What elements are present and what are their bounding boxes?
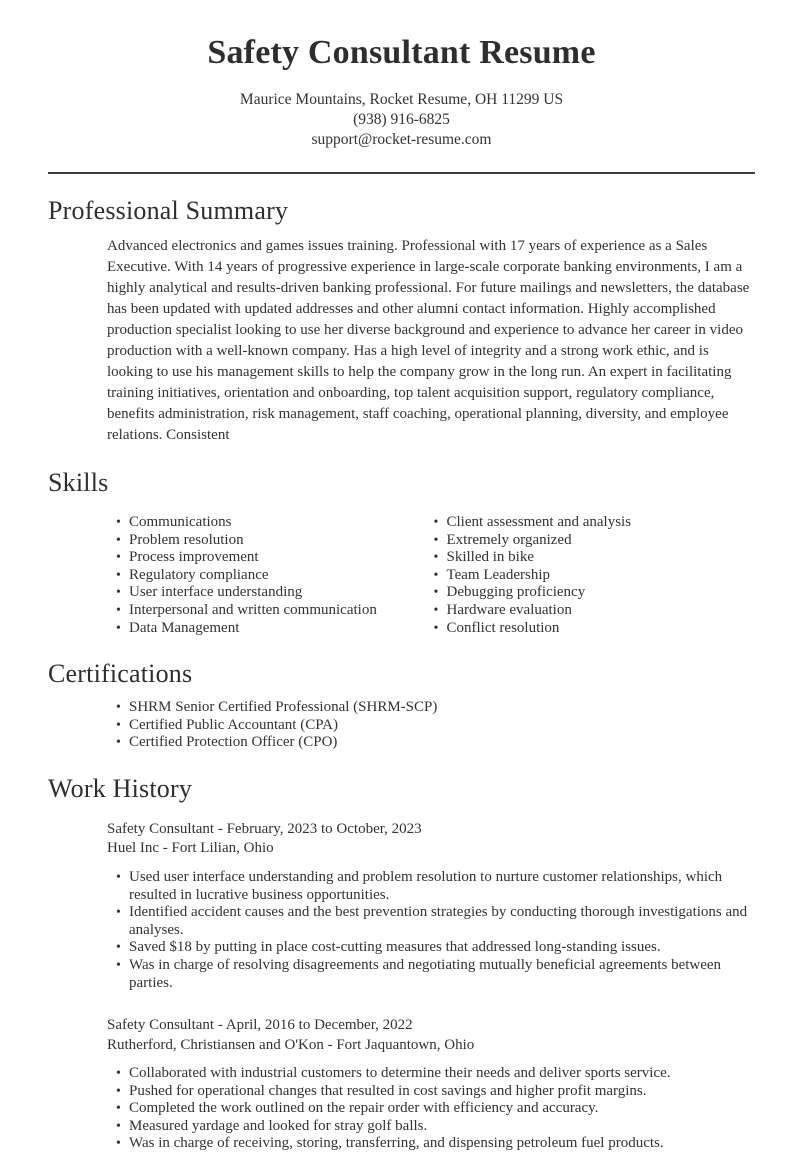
skills-column-right [402,508,756,637]
job-title-dates: Safety Consultant - February, 2023 to October, 2023 [107,820,422,837]
job-bullet: • Was in charge of receiving, storing, transferring, and dispensing petroleum fuel products. [116,1135,755,1153]
job-company-location: Rutherford, Christiansen and O'Kon - Fort Jaquantown, Ohio [107,1036,475,1053]
job-header [107,820,755,859]
certifications-list [48,699,755,752]
skills-list-right [402,514,756,637]
job-bullet: • Saved $18 by putting in place cost-cutting measures that addressed long-standing issues. [116,939,755,957]
job-entry [48,1016,755,1153]
contact-phone: (938) 916-6825 [353,111,450,128]
section-certifications [48,659,755,752]
skill-item: • Hardware evaluation [434,602,756,620]
resume-title: Safety Consultant Resume [207,34,596,71]
skills-columns [48,508,755,637]
skill-item: • Process improvement [116,549,402,567]
job-bullet: • Completed the work outlined on the repair order with efficiency and accuracy. [116,1100,755,1118]
skill-item: • Team Leadership [434,567,756,585]
certification-item: • Certified Public Accountant (CPA) [116,717,755,735]
skills-column-left [48,508,402,637]
job-entry [48,820,755,992]
job-bullet: • Used user interface understanding and problem resolution to nurture customer relationships, which resulted in lucrative business opportunities. [116,869,755,904]
job-title-dates: Safety Consultant - April, 2016 to December, 2022 [107,1017,413,1034]
summary-heading: Professional Summary [48,196,289,225]
section-work-history [48,774,755,1153]
certification-item: • SHRM Senior Certified Professional (SHRM-SCP) [116,699,755,717]
contact-address: Maurice Mountains, Rocket Resume, OH 11299 US [239,91,564,108]
resume-header [48,34,755,150]
job-bullet-list [48,1065,755,1153]
skill-item: • Skilled in bike [434,549,756,567]
skill-item: • User interface understanding [116,584,402,602]
skill-item: • Extremely organized [434,532,756,550]
summary-text: Advanced electronics and games issues training. Professional with 17 years of experience as a Sales Executive. With 14 years of progressive experience in large-scale corporate banking environments, I am a highly analytical and results-driven banking professional. For future mailings and newsletters, the database has been updated with updated addresses and other alumni contact information. Highly accomplished production specialist looking to use her diverse background and experience to advance her career in video production with a well-known company. Has a high level of integrity and a strong work ethic, and is looking to use his management skills to help the company grow in the long run. An expert in facilitating training initiatives, orientation and onboarding, top talent acquisition support, regulatory compliance, benefits administration, risk management, staff coaching, operational planning, diversity, and employee relations. Consistent [107,238,750,443]
job-bullet: • Identified accident causes and the best prevention strategies by conducting thorough investigations and analyses. [116,904,755,939]
contact-email: support@rocket-resume.com [311,131,492,148]
section-skills [48,468,755,637]
skills-list-left [48,514,402,637]
skill-item: • Regulatory compliance [116,567,402,585]
skills-heading: Skills [48,468,109,497]
job-bullet: • Was in charge of resolving disagreements and negotiating mutually beneficial agreements between parties. [116,957,755,992]
job-header [107,1016,755,1055]
certification-item: • Certified Protection Officer (CPO) [116,734,755,752]
skill-item: • Conflict resolution [434,620,756,638]
section-professional-summary [48,196,755,446]
header-divider [48,172,755,174]
job-bullet: • Pushed for operational changes that resulted in cost savings and higher profit margins. [116,1083,755,1101]
skill-item: • Debugging proficiency [434,584,756,602]
skill-item: • Communications [116,514,402,532]
certifications-heading: Certifications [48,659,193,689]
job-company-location: Huel Inc - Fort Lilian, Ohio [107,840,274,857]
work-history-heading: Work History [48,773,193,803]
skill-item: • Client assessment and analysis [434,514,756,532]
skill-item: • Interpersonal and written communication [116,602,402,620]
job-bullet: • Measured yardage and looked for stray golf balls. [116,1118,755,1136]
job-bullet: • Collaborated with industrial customers to determine their needs and deliver sports service. [116,1065,755,1083]
skill-item: • Problem resolution [116,532,402,550]
skill-item: • Data Management [116,620,402,638]
job-bullet-list [48,869,755,992]
